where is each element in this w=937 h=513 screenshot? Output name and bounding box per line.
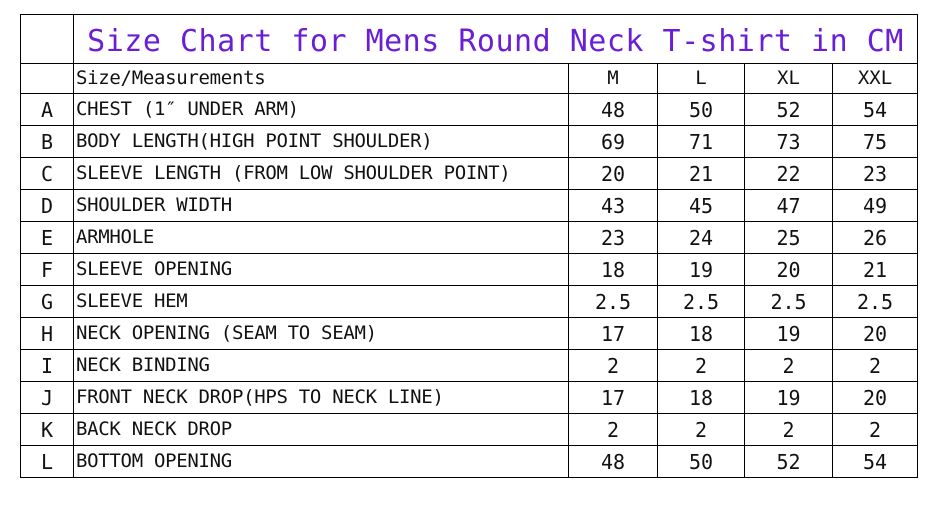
- value-cell-l: 2: [658, 350, 745, 382]
- value-cell-m: 17: [569, 318, 658, 350]
- value-cell-xxl: 54: [833, 94, 918, 126]
- row-measurement-label: SLEEVE LENGTH (FROM LOW SHOULDER POINT): [74, 158, 569, 190]
- value-cell-xxl: 54: [833, 446, 918, 478]
- table-row: [21, 286, 918, 318]
- row-measurement-label: SLEEVE OPENING: [74, 254, 569, 286]
- value-cell-l: 50: [658, 94, 745, 126]
- value-cell-xl: 73: [745, 126, 833, 158]
- row-measurement-label: CHEST (1″ UNDER ARM): [74, 94, 569, 126]
- value-cell-xl: 25: [745, 222, 833, 254]
- value-cell-m: 23: [569, 222, 658, 254]
- value-cell-xl: 19: [745, 318, 833, 350]
- value-cell-xl: 52: [745, 446, 833, 478]
- row-measurement-label: NECK OPENING (SEAM TO SEAM): [74, 318, 569, 350]
- row-letter: A: [21, 94, 74, 126]
- value-cell-m: 48: [569, 94, 658, 126]
- value-cell-xl: 19: [745, 382, 833, 414]
- table-row: [21, 126, 918, 158]
- row-measurement-label: BODY LENGTH(HIGH POINT SHOULDER): [74, 126, 569, 158]
- row-measurement-label: SHOULDER WIDTH: [74, 190, 569, 222]
- table-row: [21, 382, 918, 414]
- value-cell-l: 19: [658, 254, 745, 286]
- value-cell-xl: 2.5: [745, 286, 833, 318]
- value-cell-l: 2: [658, 414, 745, 446]
- value-cell-xl: 2: [745, 414, 833, 446]
- size-chart-body: [21, 15, 918, 478]
- value-cell-m: 43: [569, 190, 658, 222]
- header-size-xxl: XXL: [833, 64, 918, 94]
- table-row: [21, 254, 918, 286]
- title-corner-cell: [21, 15, 74, 64]
- title-row: [21, 15, 918, 64]
- header-row: [21, 64, 918, 94]
- row-letter: G: [21, 286, 74, 318]
- value-cell-l: 50: [658, 446, 745, 478]
- size-chart-table: [20, 14, 918, 478]
- row-letter: F: [21, 254, 74, 286]
- header-measurements-label: Size/Measurements: [74, 64, 569, 94]
- value-cell-l: 21: [658, 158, 745, 190]
- value-cell-xl: 22: [745, 158, 833, 190]
- row-letter: K: [21, 414, 74, 446]
- value-cell-m: 69: [569, 126, 658, 158]
- header-size-l: L: [658, 64, 745, 94]
- value-cell-xxl: 23: [833, 158, 918, 190]
- header-corner-cell: [21, 64, 74, 94]
- header-size-xl: XL: [745, 64, 833, 94]
- value-cell-xxl: 49: [833, 190, 918, 222]
- table-row: [21, 94, 918, 126]
- value-cell-m: 17: [569, 382, 658, 414]
- value-cell-xxl: 2.5: [833, 286, 918, 318]
- value-cell-m: 2.5: [569, 286, 658, 318]
- row-letter: E: [21, 222, 74, 254]
- value-cell-m: 20: [569, 158, 658, 190]
- header-size-m: M: [569, 64, 658, 94]
- value-cell-l: 18: [658, 382, 745, 414]
- value-cell-xxl: 2: [833, 350, 918, 382]
- row-letter: B: [21, 126, 74, 158]
- value-cell-xxl: 26: [833, 222, 918, 254]
- table-row: [21, 414, 918, 446]
- value-cell-l: 2.5: [658, 286, 745, 318]
- row-measurement-label: BACK NECK DROP: [74, 414, 569, 446]
- value-cell-xxl: 75: [833, 126, 918, 158]
- value-cell-l: 45: [658, 190, 745, 222]
- value-cell-xl: 2: [745, 350, 833, 382]
- value-cell-m: 18: [569, 254, 658, 286]
- row-letter: I: [21, 350, 74, 382]
- row-measurement-label: BOTTOM OPENING: [74, 446, 569, 478]
- value-cell-xxl: 20: [833, 382, 918, 414]
- value-cell-m: 2: [569, 414, 658, 446]
- row-letter: C: [21, 158, 74, 190]
- value-cell-xl: 20: [745, 254, 833, 286]
- value-cell-m: 2: [569, 350, 658, 382]
- value-cell-l: 71: [658, 126, 745, 158]
- table-row: [21, 222, 918, 254]
- value-cell-m: 48: [569, 446, 658, 478]
- value-cell-xxl: 2: [833, 414, 918, 446]
- row-letter: D: [21, 190, 74, 222]
- chart-title: Size Chart for Mens Round Neck T-shirt in CM: [74, 15, 918, 64]
- table-row: [21, 318, 918, 350]
- table-row: [21, 446, 918, 478]
- table-row: [21, 190, 918, 222]
- value-cell-xl: 47: [745, 190, 833, 222]
- row-letter: J: [21, 382, 74, 414]
- table-row: [21, 350, 918, 382]
- value-cell-l: 24: [658, 222, 745, 254]
- value-cell-l: 18: [658, 318, 745, 350]
- value-cell-xl: 52: [745, 94, 833, 126]
- row-measurement-label: FRONT NECK DROP(HPS TO NECK LINE): [74, 382, 569, 414]
- row-letter: L: [21, 446, 74, 478]
- row-measurement-label: SLEEVE HEM: [74, 286, 569, 318]
- row-letter: H: [21, 318, 74, 350]
- table-row: [21, 158, 918, 190]
- value-cell-xxl: 20: [833, 318, 918, 350]
- row-measurement-label: NECK BINDING: [74, 350, 569, 382]
- value-cell-xxl: 21: [833, 254, 918, 286]
- row-measurement-label: ARMHOLE: [74, 222, 569, 254]
